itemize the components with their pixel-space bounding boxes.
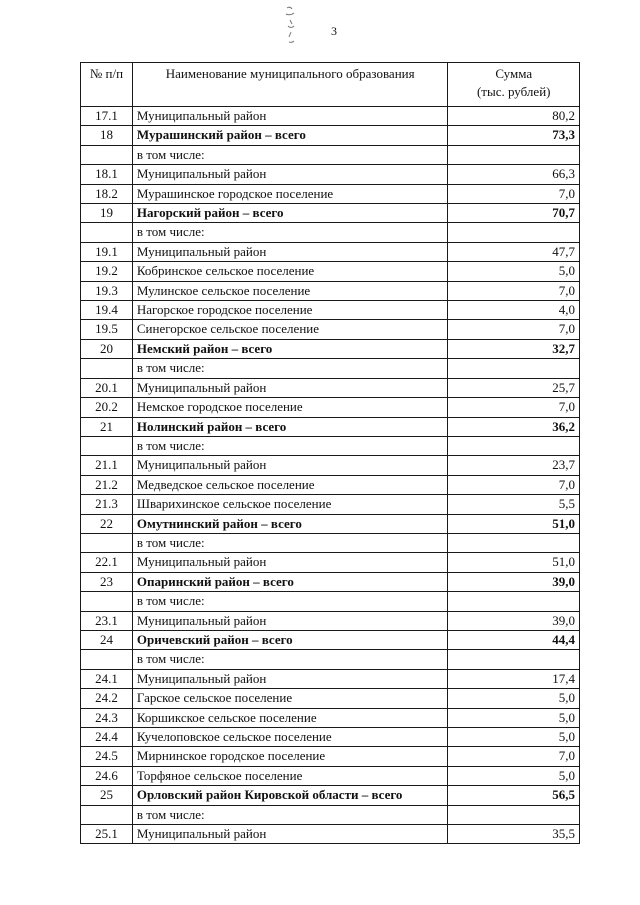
row-number: 19.3 bbox=[81, 281, 133, 300]
row-name: в том числе: bbox=[132, 145, 448, 164]
row-number: 22.1 bbox=[81, 553, 133, 572]
table-row bbox=[81, 611, 580, 630]
row-name: в том числе: bbox=[132, 359, 448, 378]
row-name: Шварихинское сельское поселение bbox=[132, 495, 448, 514]
budget-allocation-table bbox=[80, 62, 580, 844]
row-name: Муниципальный район bbox=[132, 456, 448, 475]
row-number: 19.5 bbox=[81, 320, 133, 339]
row-sum: 80,2 bbox=[448, 107, 580, 126]
row-number: 18.2 bbox=[81, 184, 133, 203]
table-row bbox=[81, 184, 580, 203]
table-row bbox=[81, 747, 580, 766]
row-name: Оричевский район – всего bbox=[132, 630, 448, 649]
table-header-row bbox=[81, 63, 580, 107]
table-row bbox=[81, 107, 580, 126]
row-sum: 7,0 bbox=[448, 475, 580, 494]
row-name: Муниципальный район bbox=[132, 611, 448, 630]
row-sum bbox=[448, 145, 580, 164]
table-row-total bbox=[81, 126, 580, 145]
row-sum: 51,0 bbox=[448, 514, 580, 533]
table-body bbox=[81, 107, 580, 844]
row-name: Муниципальный район bbox=[132, 553, 448, 572]
row-name: Мулинское сельское поселение bbox=[132, 281, 448, 300]
column-header-sum bbox=[448, 63, 580, 107]
row-sum: 32,7 bbox=[448, 339, 580, 358]
row-number: 21.3 bbox=[81, 495, 133, 514]
row-number bbox=[81, 145, 133, 164]
table-row bbox=[81, 223, 580, 242]
table-row bbox=[81, 165, 580, 184]
row-name: Опаринский район – всего bbox=[132, 572, 448, 591]
row-number bbox=[81, 533, 133, 552]
row-name: Гарское сельское поселение bbox=[132, 689, 448, 708]
row-sum: 25,7 bbox=[448, 378, 580, 397]
row-name: Муниципальный район bbox=[132, 669, 448, 688]
row-number: 20.2 bbox=[81, 398, 133, 417]
column-header-sum-title: Сумма bbox=[495, 66, 533, 81]
row-name: Омутнинский район – всего bbox=[132, 514, 448, 533]
row-name: Нолинский район – всего bbox=[132, 417, 448, 436]
row-number: 19.4 bbox=[81, 301, 133, 320]
row-number bbox=[81, 436, 133, 455]
row-name: Мурашинское городское поселение bbox=[132, 184, 448, 203]
row-name: Муниципальный район bbox=[132, 378, 448, 397]
row-number: 24.3 bbox=[81, 708, 133, 727]
row-name: Кобринское сельское поселение bbox=[132, 262, 448, 281]
row-number: 19 bbox=[81, 204, 133, 223]
row-number: 21 bbox=[81, 417, 133, 436]
row-sum: 70,7 bbox=[448, 204, 580, 223]
row-number: 21.1 bbox=[81, 456, 133, 475]
row-sum: 4,0 bbox=[448, 301, 580, 320]
table-row bbox=[81, 689, 580, 708]
row-number: 18.1 bbox=[81, 165, 133, 184]
table-row bbox=[81, 436, 580, 455]
row-name: в том числе: bbox=[132, 805, 448, 824]
table-row bbox=[81, 398, 580, 417]
row-sum: 39,0 bbox=[448, 572, 580, 591]
table-row bbox=[81, 669, 580, 688]
table-row bbox=[81, 262, 580, 281]
row-sum: 23,7 bbox=[448, 456, 580, 475]
row-name: в том числе: bbox=[132, 650, 448, 669]
table-row-total bbox=[81, 630, 580, 649]
row-sum bbox=[448, 436, 580, 455]
row-sum: 73,3 bbox=[448, 126, 580, 145]
table-row bbox=[81, 242, 580, 261]
row-number: 24.2 bbox=[81, 689, 133, 708]
row-sum: 5,5 bbox=[448, 495, 580, 514]
row-sum: 5,0 bbox=[448, 689, 580, 708]
row-number: 24.5 bbox=[81, 747, 133, 766]
row-name: Муниципальный район bbox=[132, 825, 448, 844]
row-number: 18 bbox=[81, 126, 133, 145]
table-row-total bbox=[81, 514, 580, 533]
row-sum: 35,5 bbox=[448, 825, 580, 844]
row-sum: 7,0 bbox=[448, 320, 580, 339]
table-row bbox=[81, 553, 580, 572]
row-name: Коршикское сельское поселение bbox=[132, 708, 448, 727]
row-sum: 5,0 bbox=[448, 766, 580, 785]
row-sum bbox=[448, 592, 580, 611]
table-row bbox=[81, 728, 580, 747]
row-sum: 5,0 bbox=[448, 728, 580, 747]
row-number bbox=[81, 805, 133, 824]
row-sum: 44,4 bbox=[448, 630, 580, 649]
scan-artifact bbox=[281, 4, 301, 50]
column-header-sum-unit: (тыс. рублей) bbox=[476, 84, 551, 99]
table-row bbox=[81, 456, 580, 475]
column-header-number: № п/п bbox=[81, 63, 133, 107]
row-number: 23.1 bbox=[81, 611, 133, 630]
row-number: 24.1 bbox=[81, 669, 133, 688]
row-sum: 51,0 bbox=[448, 553, 580, 572]
row-number: 19.2 bbox=[81, 262, 133, 281]
table-row-total bbox=[81, 417, 580, 436]
row-sum bbox=[448, 533, 580, 552]
row-sum: 7,0 bbox=[448, 184, 580, 203]
row-number: 24.4 bbox=[81, 728, 133, 747]
table-row bbox=[81, 650, 580, 669]
table-row bbox=[81, 533, 580, 552]
table-row bbox=[81, 592, 580, 611]
table-row bbox=[81, 766, 580, 785]
table-row bbox=[81, 320, 580, 339]
row-name: Немское городское поселение bbox=[132, 398, 448, 417]
column-header-name: Наименование муниципального образования bbox=[132, 63, 448, 107]
row-sum: 7,0 bbox=[448, 398, 580, 417]
row-name: в том числе: bbox=[132, 533, 448, 552]
row-name: Орловский район Кировской области – всего bbox=[132, 786, 448, 805]
row-number: 24 bbox=[81, 630, 133, 649]
row-sum bbox=[448, 223, 580, 242]
row-number: 17.1 bbox=[81, 107, 133, 126]
row-name: Мирнинское городское поселение bbox=[132, 747, 448, 766]
row-sum: 66,3 bbox=[448, 165, 580, 184]
row-number: 25 bbox=[81, 786, 133, 805]
table-row bbox=[81, 825, 580, 844]
row-number bbox=[81, 359, 133, 378]
row-name: в том числе: bbox=[132, 436, 448, 455]
row-sum: 47,7 bbox=[448, 242, 580, 261]
row-name: Кучелоповское сельское поселение bbox=[132, 728, 448, 747]
table-row-total bbox=[81, 572, 580, 591]
row-sum: 36,2 bbox=[448, 417, 580, 436]
row-sum: 5,0 bbox=[448, 708, 580, 727]
row-name: Мурашинский район – всего bbox=[132, 126, 448, 145]
row-sum: 5,0 bbox=[448, 262, 580, 281]
row-name: Муниципальный район bbox=[132, 242, 448, 261]
table-row bbox=[81, 145, 580, 164]
row-number bbox=[81, 223, 133, 242]
row-name: в том числе: bbox=[132, 223, 448, 242]
row-number: 19.1 bbox=[81, 242, 133, 261]
row-name: Торфяное сельское поселение bbox=[132, 766, 448, 785]
row-number: 23 bbox=[81, 572, 133, 591]
row-name: Синегорское сельское поселение bbox=[132, 320, 448, 339]
row-name: Медведское сельское поселение bbox=[132, 475, 448, 494]
row-number: 24.6 bbox=[81, 766, 133, 785]
row-number: 22 bbox=[81, 514, 133, 533]
row-sum: 17,4 bbox=[448, 669, 580, 688]
row-number: 25.1 bbox=[81, 825, 133, 844]
row-name: в том числе: bbox=[132, 592, 448, 611]
row-number: 20 bbox=[81, 339, 133, 358]
row-number bbox=[81, 650, 133, 669]
table-row bbox=[81, 805, 580, 824]
row-sum bbox=[448, 650, 580, 669]
row-name: Нагорское городское поселение bbox=[132, 301, 448, 320]
row-number: 21.2 bbox=[81, 475, 133, 494]
row-number bbox=[81, 592, 133, 611]
table-row bbox=[81, 475, 580, 494]
table-row bbox=[81, 281, 580, 300]
table-row-total bbox=[81, 204, 580, 223]
row-name: Муниципальный район bbox=[132, 165, 448, 184]
table-row bbox=[81, 301, 580, 320]
table-row bbox=[81, 495, 580, 514]
row-sum bbox=[448, 359, 580, 378]
row-sum: 56,5 bbox=[448, 786, 580, 805]
row-sum: 39,0 bbox=[448, 611, 580, 630]
table-row bbox=[81, 378, 580, 397]
row-sum bbox=[448, 805, 580, 824]
row-number: 20.1 bbox=[81, 378, 133, 397]
row-name: Немский район – всего bbox=[132, 339, 448, 358]
row-sum: 7,0 bbox=[448, 281, 580, 300]
row-name: Муниципальный район bbox=[132, 107, 448, 126]
table-row bbox=[81, 708, 580, 727]
row-name: Нагорский район – всего bbox=[132, 204, 448, 223]
page-number: 3 bbox=[331, 24, 337, 38]
table-row-total bbox=[81, 786, 580, 805]
row-sum: 7,0 bbox=[448, 747, 580, 766]
table-row bbox=[81, 359, 580, 378]
table-row-total bbox=[81, 339, 580, 358]
